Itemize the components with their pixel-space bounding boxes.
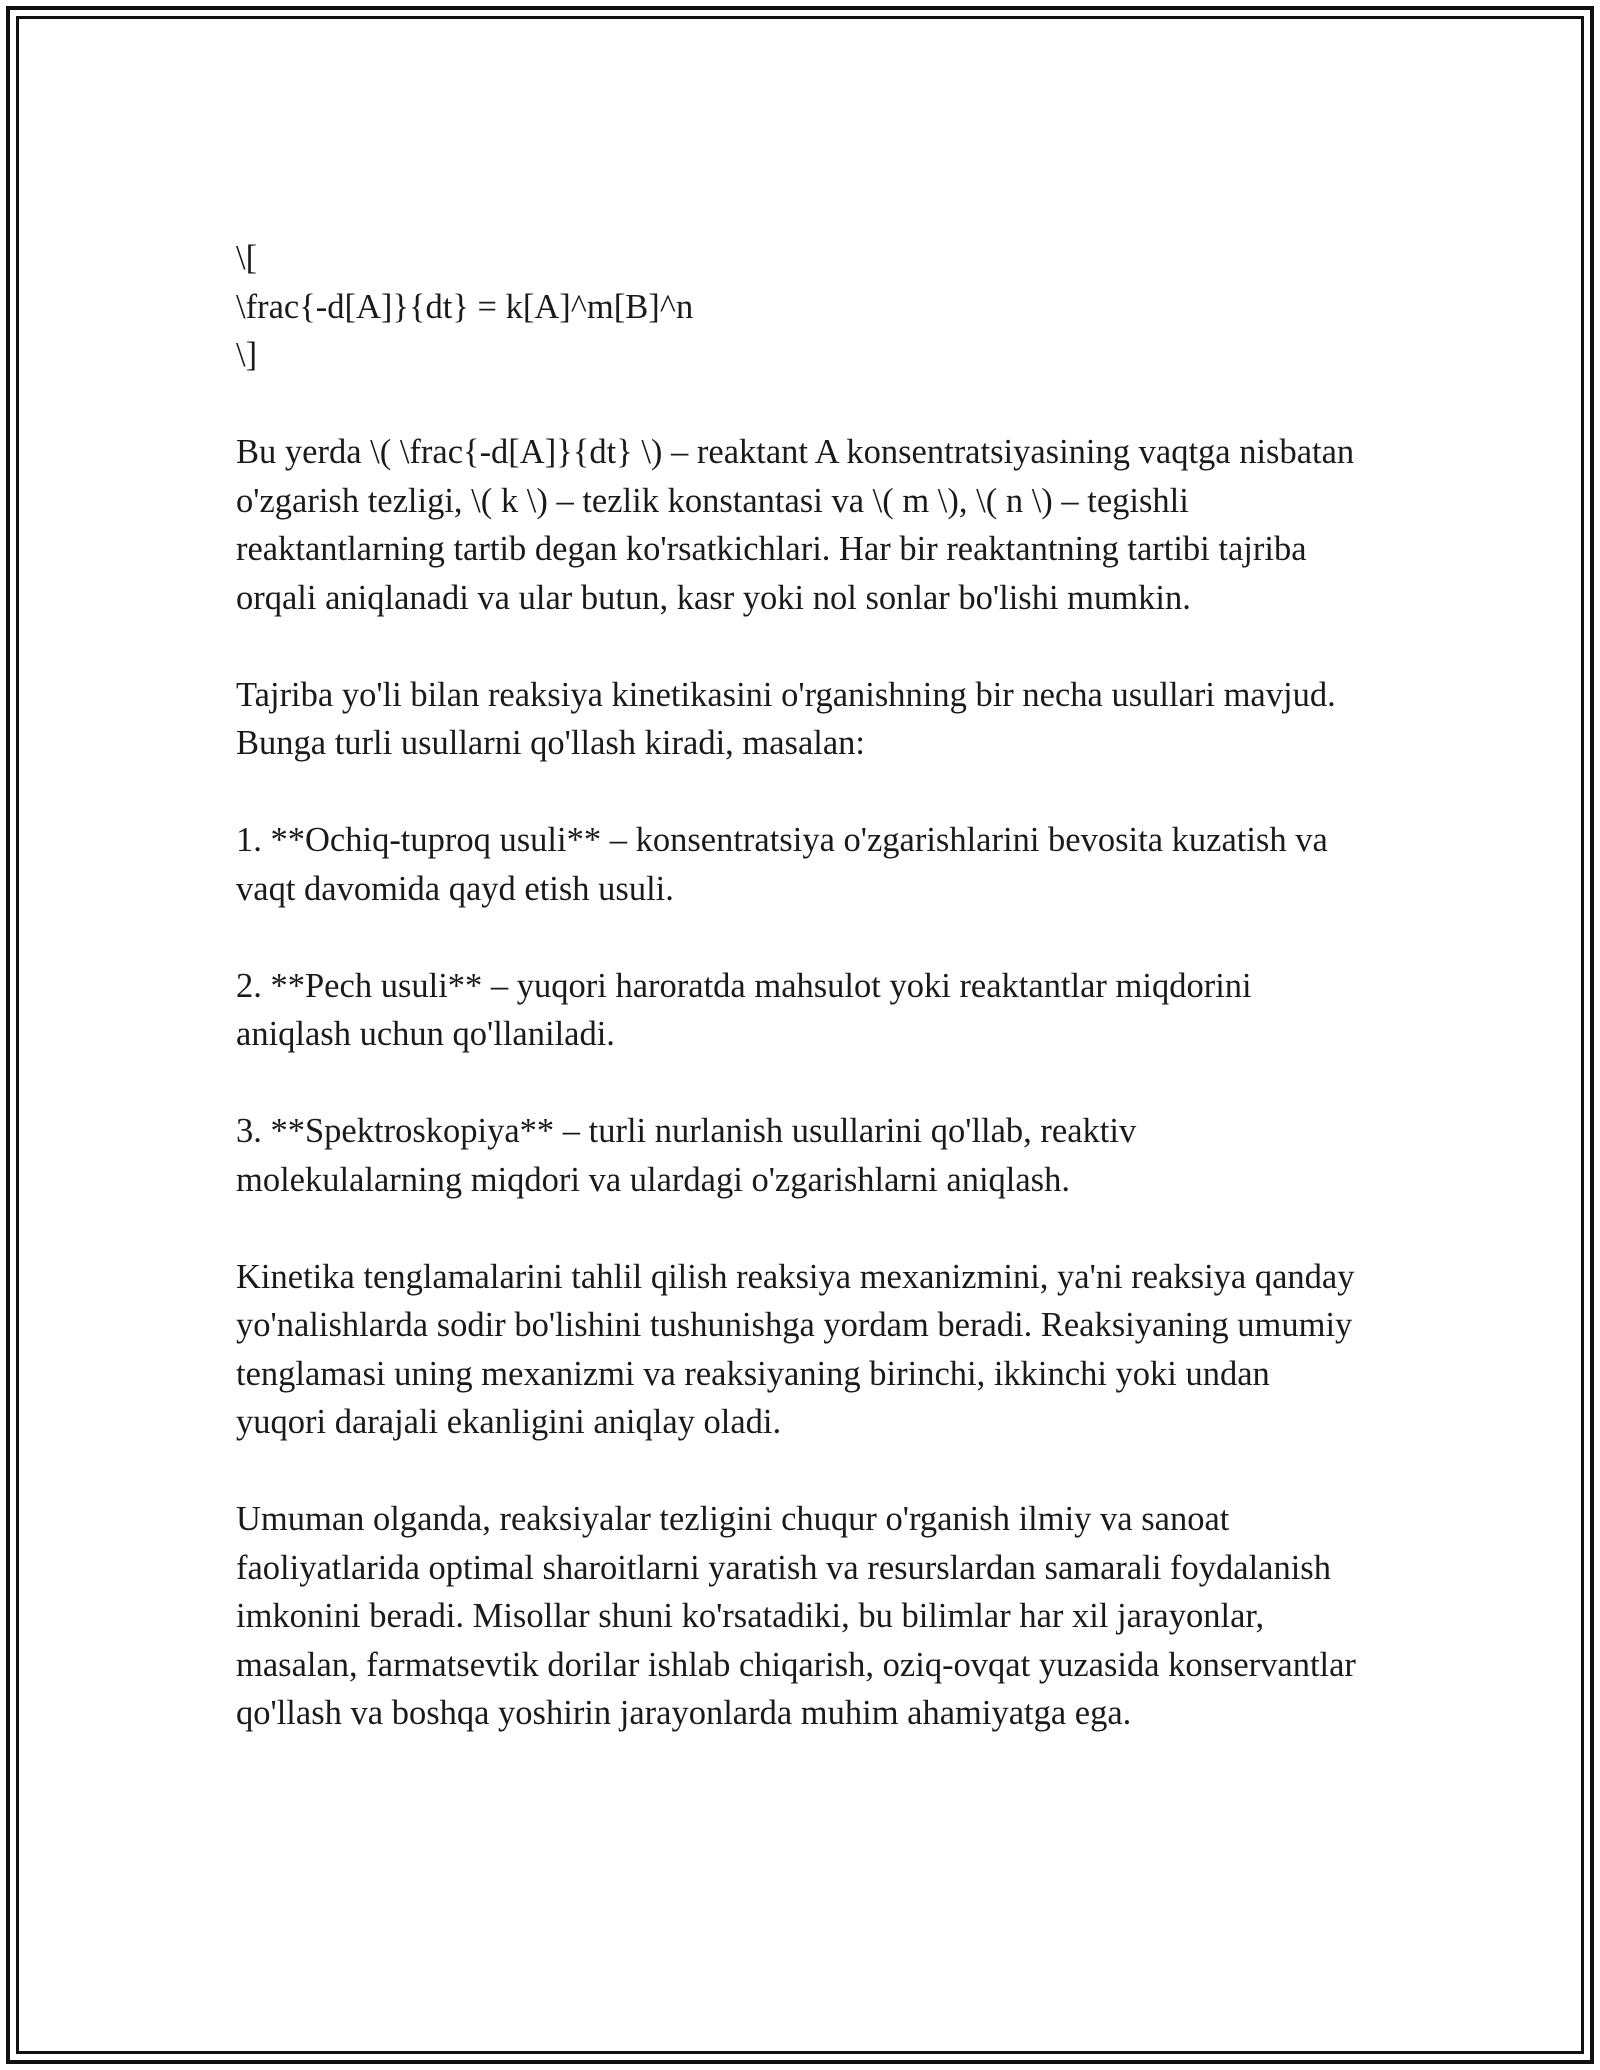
paragraph-kinetics-analysis: Kinetika tenglamalarini tahlil qilish reaksiya mexanizmini, ya'ni reaksiya qanday yo'nalishlarda sodir bo'lishini tushunishga yordam beradi. Reaksiyaning umumiy tenglamasi uning mexanizmi va reaksiyaning birinchi, ikkinchi yoki undan yuqori darajali ekanligini aniqlay oladi. [236, 1257, 1355, 1441]
list-item-spectroscopy: 3. **Spektroskopiya** – turli nurlanish usullarini qo'llab, reaktiv molekulalarning miqdori va ulardagi o'zgarishlarni aniqlash. [236, 1112, 1137, 1199]
formula-expression: \frac{-d[A]}{dt} = k[A]^m[B]^n [236, 287, 694, 326]
list-item-open-soil-method: 1. **Ochiq-tuproq usuli** – konsentratsiya o'zgarishlarini bevosita kuzatish va vaqt davomida qayd etish usuli. [236, 821, 1328, 908]
paragraph-conclusion: Umuman olganda, reaksiyalar tezligini chuqur o'rganish ilmiy va sanoat faoliyatlarida optimal sharoitlarni yaratish va resurslardan samarali foydalanish imkonini beradi. Misollar shuni ko'rsatadiki, bu bilimlar har xil jarayonlar, masalan, farmatsevtik dorilar ishlab chiqarish, oziq-ovqat yuzasida konservantlar qo'llash va boshqa yoshirin jarayonlarda muhim ahamiyatga ega. [236, 1500, 1356, 1732]
formula-close: \] [236, 336, 258, 374]
paragraph-methods-intro: Tajriba yo'li bilan reaksiya kinetikasini o'rganishning bir necha usullari mavjud. Bunga turli usullarni qo'llash kiradi, masalan: [236, 675, 1336, 762]
formula-block [236, 234, 1366, 380]
document-body [236, 234, 1366, 1786]
list-item-furnace-method: 2. **Pech usuli** – yuqori haroratda mahsulot yoki reaktantlar miqdorini aniqlash uchun qo'llaniladi. [236, 966, 1252, 1053]
formula-open: \[ [236, 239, 258, 277]
paragraph-definitions: Bu yerda \( \frac{-d[A]}{dt} \) – reaktant A konsentratsiyasining vaqtga nisbatan o'zgarish tezligi, \( k \) – tezlik konstantasi va \( m \), \( n \) – tegishli reaktantlarning tartib degan ko'rsatkichlari. Har bir reaktantning tartibi tajriba orqali aniqlanadi va ular butun, kasr yoki nol sonlar bo'lishi mumkin. [236, 433, 1355, 617]
